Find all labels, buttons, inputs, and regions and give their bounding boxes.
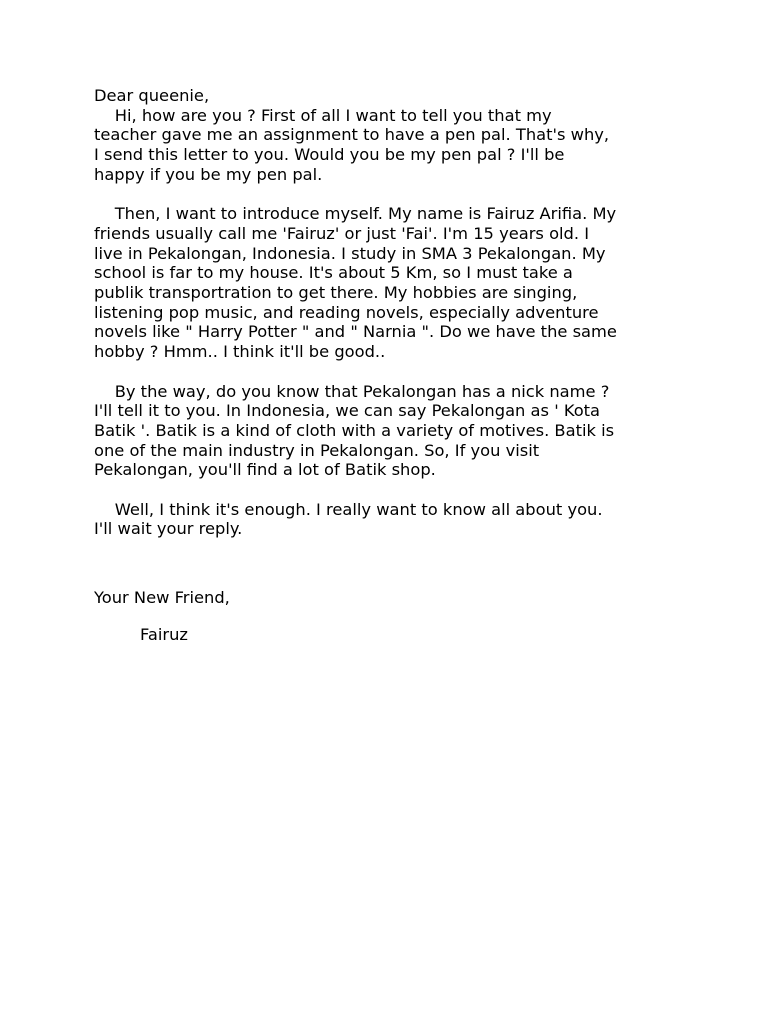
letter-body: [94, 86, 684, 645]
paragraph-line: listening pop music, and reading novels, especially adventure: [94, 302, 599, 322]
salutation: Dear queenie,: [94, 86, 210, 105]
paragraph-1: [94, 106, 684, 185]
paragraph-line: Well, I think it's enough. I really want to know all about you.: [94, 499, 603, 519]
paragraph-2: [94, 204, 684, 362]
paragraph-line: Pekalongan, you'll find a lot of Batik shop.: [94, 460, 436, 480]
paragraph-line: Then, I want to introduce myself. My name is Fairuz Arifia. My: [94, 204, 617, 224]
paragraph-line: I'll wait your reply.: [94, 519, 243, 539]
paragraph-line: Hi, how are you ? First of all I want to tell you that my: [94, 105, 552, 125]
paragraph-line: hobby ? Hmm.. I think it'll be good..: [94, 342, 386, 362]
paragraph-line: teacher gave me an assignment to have a pen pal. That's why,: [94, 125, 610, 145]
paragraph-line: I send this letter to you. Would you be my pen pal ? I'll be: [94, 145, 565, 165]
signature: Fairuz: [140, 624, 188, 644]
closing: Your New Friend,: [94, 588, 230, 608]
paragraph-3: [94, 382, 684, 481]
paragraph-line: school is far to my house. It's about 5 Km, so I must take a: [94, 263, 573, 283]
closing-gap: [94, 539, 684, 588]
paragraph-4: [94, 500, 684, 539]
paragraph-line: I'll tell it to you. In Indonesia, we can say Pekalongan as ' Kota: [94, 401, 601, 421]
paragraph-gap: [94, 362, 684, 382]
paragraph-line: publik transportration to get there. My hobbies are singing,: [94, 283, 578, 303]
paragraph-line: live in Pekalongan, Indonesia. I study in SMA 3 Pekalongan. My: [94, 243, 606, 263]
paragraph-line: novels like " Harry Potter " and " Narnia ". Do we have the same: [94, 322, 617, 342]
paragraph-line: one of the main industry in Pekalongan. So, If you visit: [94, 440, 540, 460]
paragraph-line: By the way, do you know that Pekalongan has a nick name ?: [94, 381, 610, 401]
paragraph-gap: [94, 480, 684, 500]
paragraph-line: happy if you be my pen pal.: [94, 164, 323, 184]
paragraph-line: Batik '. Batik is a kind of cloth with a variety of motives. Batik is: [94, 420, 615, 440]
paragraph-gap: [94, 185, 684, 205]
paragraph-line: friends usually call me 'Fairuz' or just 'Fai'. I'm 15 years old. I: [94, 223, 590, 243]
